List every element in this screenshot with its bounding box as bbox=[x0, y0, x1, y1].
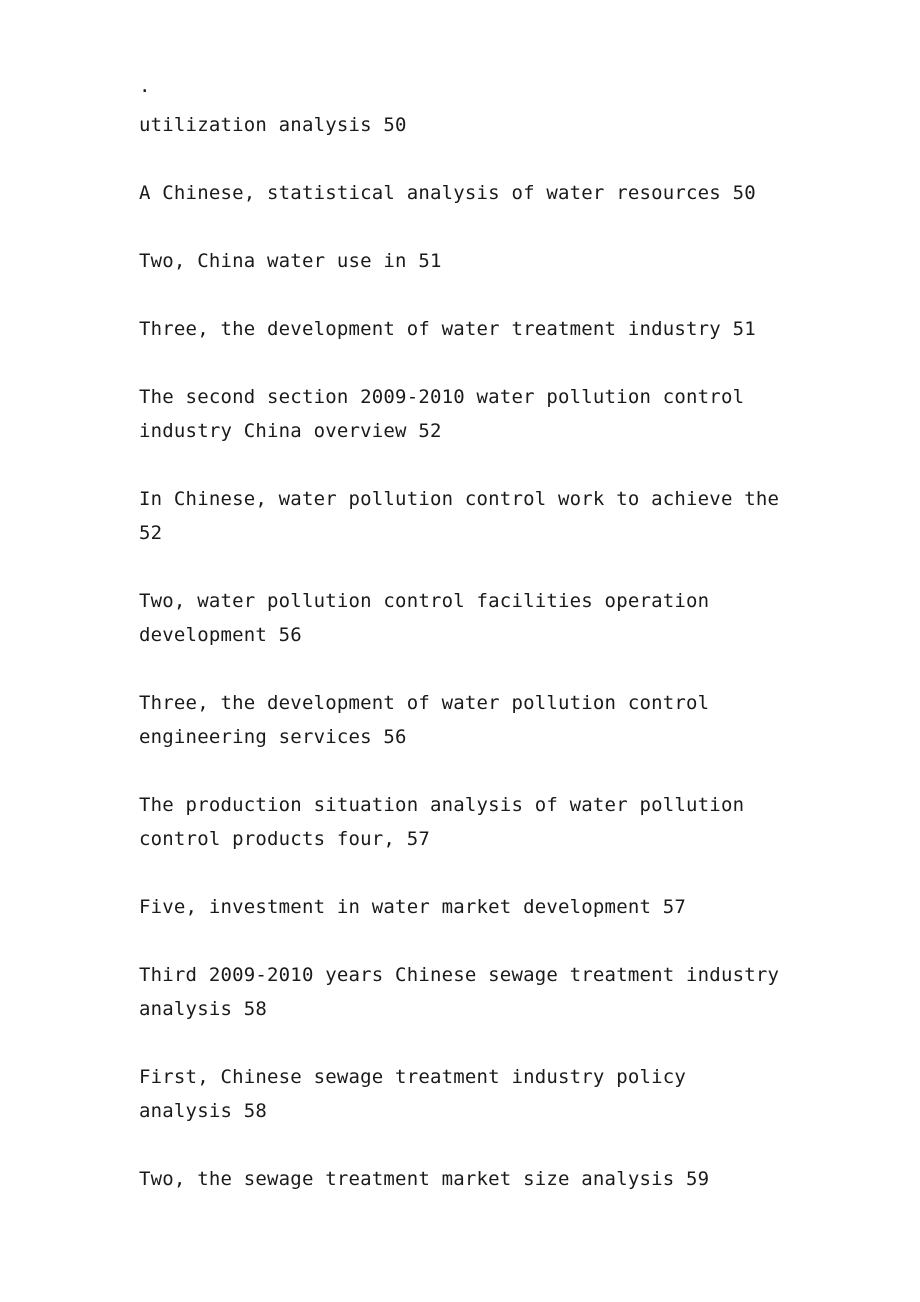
toc-entry: Three, the development of water treatment industry 51 bbox=[139, 318, 756, 340]
toc-entry: First, Chinese sewage treatment industry policy analysis 58 bbox=[139, 1066, 687, 1122]
toc-entry: Three, the development of water pollution control engineering services 56 bbox=[139, 692, 710, 748]
toc-entry: Five, investment in water market development 57 bbox=[139, 896, 687, 918]
toc-entry: Two, water pollution control facilities operation development 56 bbox=[139, 590, 710, 646]
top-mark: . bbox=[139, 75, 151, 97]
toc-entry: Two, the sewage treatment market size analysis 59 bbox=[139, 1168, 710, 1190]
toc-entry: Two, China water use in 51 bbox=[139, 250, 442, 272]
toc-entry: The second section 2009-2010 water pollution control industry China overview 52 bbox=[139, 386, 745, 442]
toc-entry: A Chinese, statistical analysis of water resources 50 bbox=[139, 182, 756, 204]
toc-content bbox=[139, 74, 789, 1230]
toc-entry: Third 2009-2010 years Chinese sewage treatment industry analysis 58 bbox=[139, 964, 780, 1020]
toc-entry: utilization analysis 50 bbox=[139, 114, 407, 136]
toc-entry: The production situation analysis of water pollution control products four, 57 bbox=[139, 794, 745, 850]
toc-entry: In Chinese, water pollution control work to achieve the 52 bbox=[139, 488, 780, 544]
